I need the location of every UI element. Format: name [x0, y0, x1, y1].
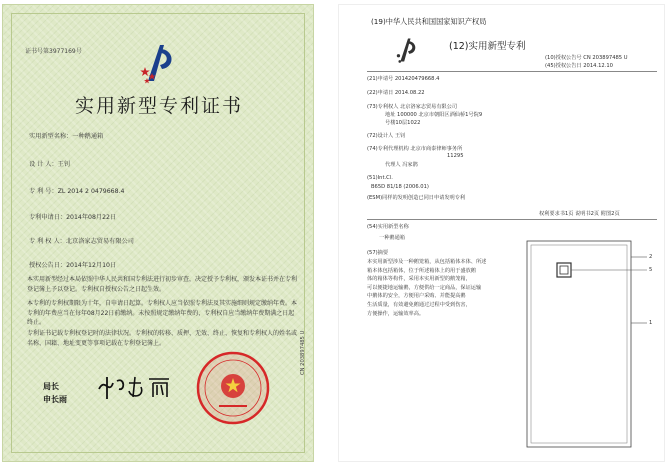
utility-name-heading: (54)实用新型名称 [367, 224, 409, 230]
patentee: (73)专利权人 北京洛家志贸易有限公司 [367, 104, 458, 110]
esm-note: (ESM)同样的发明创造已同日申请发明专利 [367, 195, 466, 201]
seal-icon [195, 350, 271, 426]
certificate-body-1: 本实用新型经过本局依照中华人民共和国专利法进行初步审查，决定授予专利权，颁发本证书并在专利登记簿上予以登记。专利权自授权公告之日起生效。 [27, 276, 298, 293]
cert-row-grant-date: 授权公告日：2014年12月10日 [29, 262, 117, 269]
figure-label-2: 2 [649, 254, 653, 260]
utility-name: 一种鹅通箱 [379, 235, 405, 241]
cert-row-designer: 设 计 人：王钊 [29, 161, 71, 168]
director-label: 局长 [43, 382, 59, 391]
patent-figure-drawing [523, 237, 659, 451]
patent-doc-type: (12)实用新型专利 [449, 41, 526, 52]
patent-publication-page [338, 4, 665, 462]
agency-code: 11295 [447, 153, 464, 159]
official-seal [195, 350, 271, 426]
publication-number: (10)授权公告号 CN 203897485 U [545, 55, 628, 61]
abstract-heading: (57)摘要 [367, 250, 389, 256]
address-line-2: 号楼10层1022 [385, 120, 421, 126]
figure-label-5: 5 [649, 267, 653, 273]
certificate-number: 证书号第3977169号 [25, 48, 82, 55]
cert-row-patent-no: 专 利 号：ZL 2014 2 0479668.4 [29, 188, 125, 195]
sipo-logo-small-icon [395, 36, 421, 64]
agent: 代理人 冯家鹃 [385, 162, 418, 168]
designer: (72)设计人 王钊 [367, 133, 406, 139]
publication-date: (45)授权公告日 2014.12.10 [545, 63, 613, 69]
patent-agency: (74)专利代理机构 北京市商泰律师事务所 [367, 146, 463, 152]
abstract-text: 本实用新型涉及一种鹅笼箱，从包括箱体本体、所述 箱本体包括箱体，位于所述箱体上的用于盛放鹅 体的箱体等构件，采用本实用新型的鹅笼箱， 可以便捷地运输鹅，方便供给一定商品，保证运输 中鹅体的安全，方便用户采购、并能提高鹅 生活质量，有效避免鹅通过过程中受到伤害， 方便操作，运输效率高。 [367, 259, 487, 317]
certificate-body-2: 本专利的专利权期限为十年，自申请日起算。专利权人应当依照专利法及其实施细则规定缴纳年费。本专利的年费应当在每年08月22日前缴纳。未按照规定缴纳年费的，专利权自应当缴纳年费期满之日起终止。 [27, 300, 298, 326]
certificate-title: 实用新型专利证书 [74, 95, 243, 117]
cert-row-patentee: 专 利 权 人：北京洛家志贸易有限公司 [29, 238, 134, 245]
cert-row-filing-date: 专利申请日：2014年08月22日 [29, 214, 117, 221]
figure-label-1: 1 [649, 320, 653, 326]
filing-date: (22)申请日 2014.08.22 [367, 90, 425, 96]
patent-certificate [2, 4, 314, 462]
int-cl-value: B65D 81/18 (2006.01) [371, 184, 429, 190]
director-name-label: 申长雨 [43, 395, 67, 404]
sipo-logo-icon [140, 41, 180, 85]
handwritten-signature [95, 373, 175, 401]
address-line-1: 地址 100000 北京市朝阳区酒仙桥1号院9 [385, 112, 483, 118]
patent-header-office: (19)中华人民共和国国家知识产权局 [371, 17, 487, 26]
application-number: (21)申请号 201420479668.4 [367, 76, 440, 82]
cert-row-name: 实用新型名称：一种鹅通箱 [29, 133, 104, 140]
certificate-body-3: 专利证书记载专利权登记时的法律状况。专利权的转移、质押、无效、终止、恢复和专利权人的姓名或名称、国籍、地址变更等事项记载在专利登记簿上。 [27, 330, 298, 347]
middle-divider [367, 219, 657, 220]
claims-pages-note: 权利要求书1页 说明书2页 附图2页 [539, 211, 620, 217]
side-publication-code: CN 203897485 U [300, 330, 306, 375]
int-cl-heading: (51)Int.Cl. [367, 175, 393, 181]
header-divider [367, 71, 657, 72]
